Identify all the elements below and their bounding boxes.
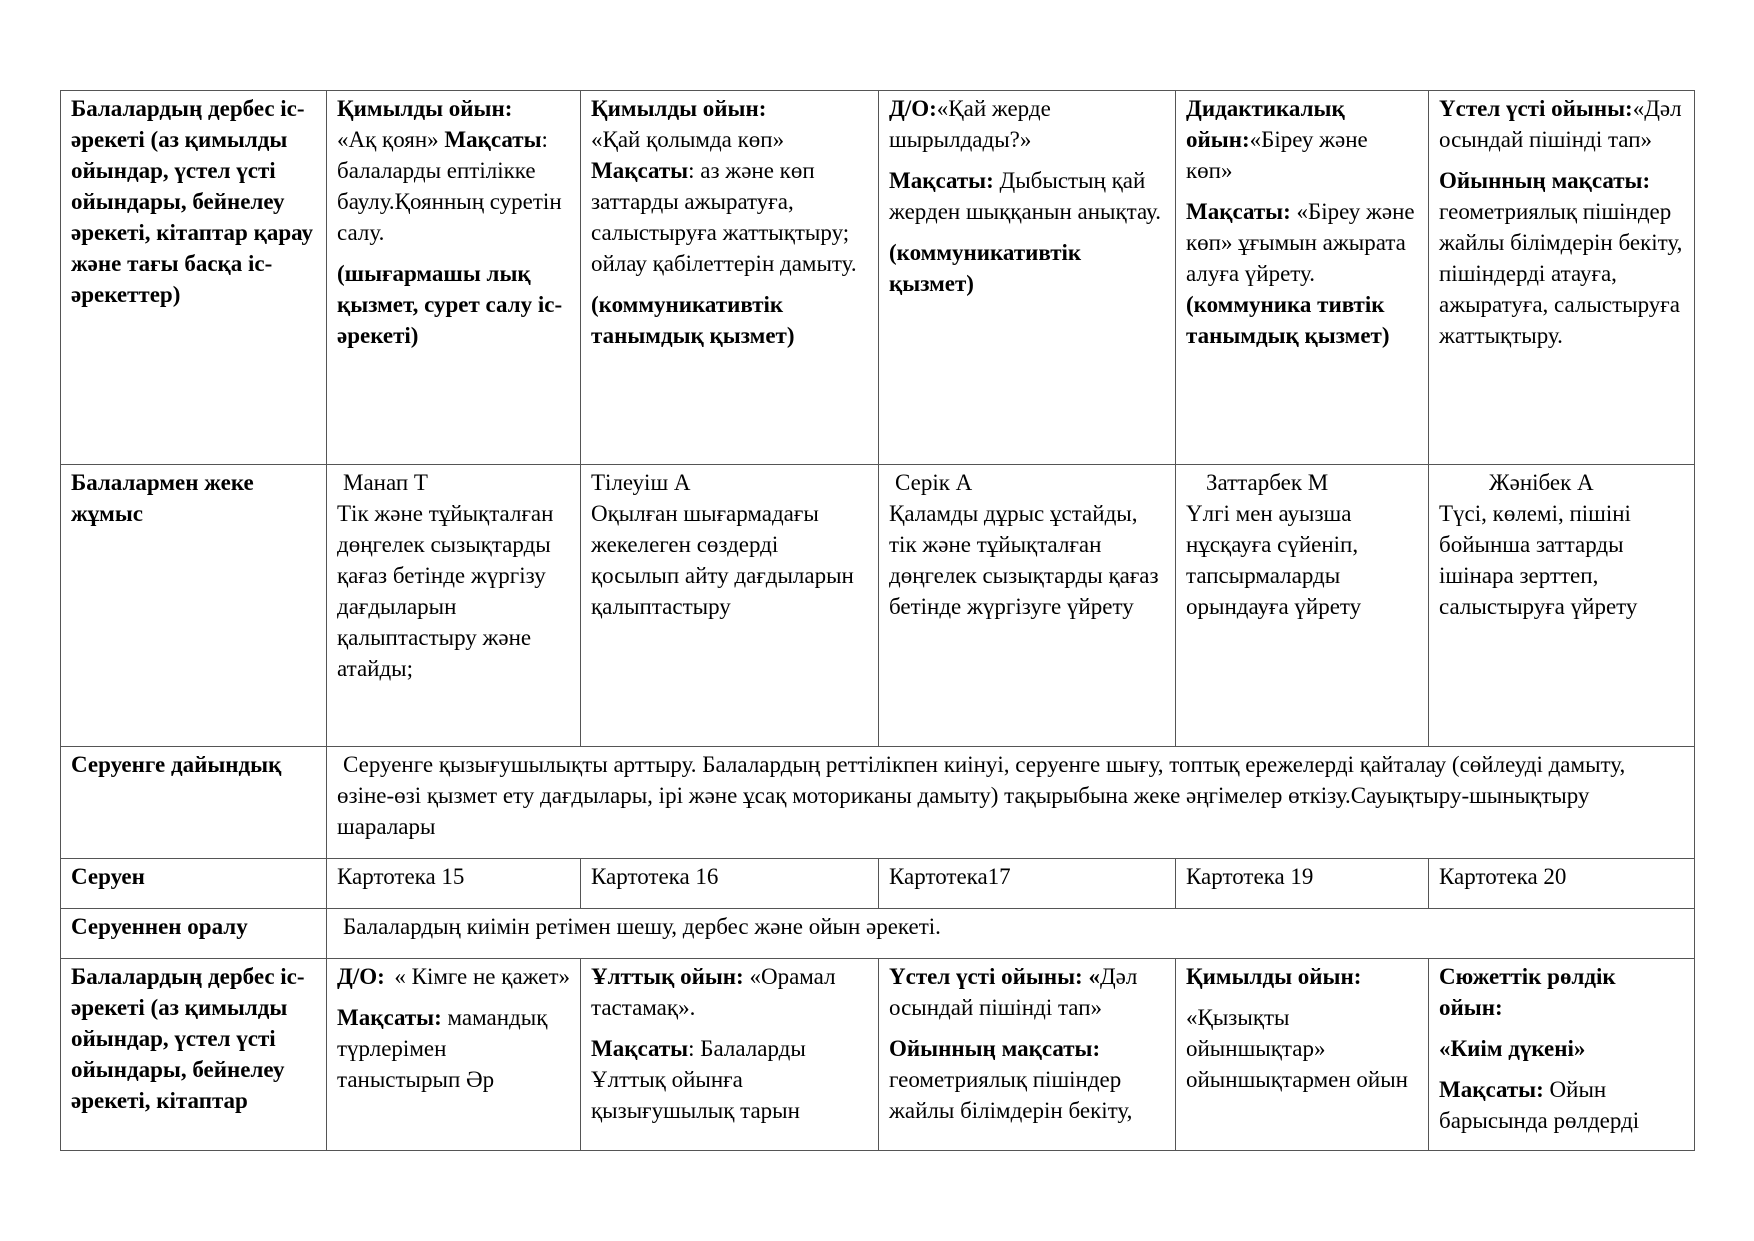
goal-label: Ойынның мақсаты:	[889, 1036, 1101, 1061]
goal-label: Мақсаты	[591, 158, 689, 183]
card-index-cell: Картотека17	[879, 859, 1176, 909]
goal-text: Дыбыстың қай жерден шыққанын анықтау.	[889, 168, 1161, 224]
table-row	[61, 959, 1695, 1151]
game-type: Сюжеттік рөлдік ойын:	[1439, 964, 1616, 1020]
child-name: Тілеуіш А	[591, 470, 691, 495]
card-index-cell: Картотека 20	[1429, 859, 1695, 909]
activity-cell	[1429, 91, 1695, 465]
return-text	[327, 909, 1695, 959]
game-type: Ұлттық ойын:	[591, 964, 744, 989]
row-header: Балалардың дербес іс-әрекеті (аз қимылды ойындар, үстел үсті ойындары, бейнелеу әрекеті, кітаптар	[61, 959, 327, 1151]
game-type: Үстел үсті ойыны:	[1439, 96, 1633, 121]
goal-text: геометриялық пішіндер жайлы білімдерін бекіту,	[889, 1067, 1133, 1123]
task-text: Оқылған шығармадағы жекелеген сөздерді қосылып айту дағдыларын қалыптастыру	[591, 501, 854, 619]
row-header: Серуеннен оралу	[61, 909, 327, 959]
daily-plan-table	[60, 90, 1695, 1151]
game-type: Үстел үсті ойыны: «	[889, 964, 1100, 989]
row-header: Балалардың дербес іс-әрекеті (аз қимылды ойындар, үстел үсті ойындары, бейнелеу әрекеті, кітаптар қарау және тағы басқа іс-әрекеттер)	[61, 91, 327, 465]
game-name: «Қай жерде шырылдады?»	[889, 96, 1051, 152]
goal-label: Мақсаты:	[1439, 1077, 1544, 1102]
goal-text: Ойын барысында рөлдерді	[1439, 1077, 1640, 1133]
game-type: Д/О:	[889, 96, 937, 121]
game-name: «Орамал тастамақ».	[591, 964, 836, 1020]
task-text: Түсі, көлемі, пішіні бойынша заттарды ішінара зерттеп, салыстыруға үйрету	[1439, 501, 1638, 619]
goal-text: «Біреу және көп» ұғымын ажырата алуға үйрету.	[1186, 199, 1415, 286]
child-name: Манап Т	[343, 470, 428, 495]
goal-text: : балаларды ептілікке баулу.Қоянның суретін салу.	[337, 127, 562, 245]
game-name: Дәл осындай пішінді тап»	[889, 964, 1138, 1020]
activity-cell	[581, 91, 879, 465]
goal-text: : Балаларды Ұлттық ойынға қызығушылық тарын	[591, 1036, 806, 1123]
row-header: Серуен	[61, 859, 327, 909]
card-index-cell: Картотека 15	[327, 859, 581, 909]
task-text: Қаламды дұрыс ұстайды, тік және тұйықталған дөңгелек сызықтарды қағаз бетінде жүргізуге үйрету	[889, 501, 1159, 619]
individual-work-cell	[1429, 465, 1695, 747]
activity-cell	[879, 959, 1176, 1151]
row-header: Балалармен жеке жұмыс	[61, 465, 327, 747]
game-name: «Дәл осындай пішінді тап»	[1439, 96, 1682, 152]
game-name: «Қай қолымда көп»	[591, 127, 785, 152]
activity-cell	[1176, 91, 1429, 465]
goal-label: Мақсаты:	[889, 168, 994, 193]
game-name: «Қызықты ойыншықтар» ойыншықтармен ойын	[1186, 1005, 1408, 1092]
goal-label: Мақсаты:	[337, 1005, 442, 1030]
activity-cell	[327, 91, 581, 465]
task-text: Үлгі мен ауызша нұсқауға сүйеніп, тапсырмаларды орындауға үйрету	[1186, 501, 1362, 619]
return-text-content: Балалардың киімін ретімен шешу, дербес және ойын әрекеті.	[343, 914, 941, 939]
goal-label: Мақсаты:	[1186, 199, 1291, 224]
individual-work-cell	[1176, 465, 1429, 747]
table-row	[61, 859, 1695, 909]
card-index-cell: Картотека 19	[1176, 859, 1429, 909]
activity-cell	[1429, 959, 1695, 1151]
activity-cell	[1176, 959, 1429, 1151]
activity-cell	[879, 91, 1176, 465]
table-row	[61, 909, 1695, 959]
game-type: Дидактикалық ойын:	[1186, 96, 1345, 152]
game-name: «Киім дүкені»	[1439, 1036, 1586, 1061]
game-type: Қимылды ойын:	[337, 96, 513, 121]
table-row	[61, 91, 1695, 465]
goal-text: мамандық түрлерімен таныстырып Әр	[337, 1005, 548, 1092]
individual-work-cell	[879, 465, 1176, 747]
goal-label: Ойынның мақсаты:	[1439, 168, 1651, 193]
goal-text: геометриялық пішіндер жайлы білімдерін бекіту, пішіндерді атауға, ажыратуға, салыстыруға жаттықтыру.	[1439, 199, 1683, 348]
child-name: Серік А	[895, 470, 973, 495]
game-type: Д/О:	[337, 964, 385, 989]
activity-type: (коммуникативтік танымдық қызмет)	[591, 292, 795, 348]
game-type: Қимылды ойын:	[591, 96, 767, 121]
goal-label: Мақсаты	[591, 1036, 689, 1061]
table-row	[61, 465, 1695, 747]
game-type: Қимылды ойын:	[1186, 964, 1362, 989]
task-text: Тік және тұйықталған дөңгелек сызықтарды қағаз бетінде жүргізу дағдыларын қалыптастыру және атайды;	[337, 501, 554, 681]
walk-prep-text	[327, 747, 1695, 859]
activity-type: (коммуникативтік қызмет)	[889, 240, 1082, 296]
individual-work-cell	[581, 465, 879, 747]
child-name: Заттарбек М	[1206, 470, 1329, 495]
activity-type: (шығармашы лық қызмет, сурет салу іс-әрекеті)	[337, 261, 563, 348]
walk-prep-text-content: Серуенге қызығушылықты арттыру. Балалардың реттілікпен киінуі, серуенге шығу, топтық ережелерді қайталау (сөйлеуді дамыту, өзіне-өзі қызмет ету дағдылары, ірі және ұсақ моториканы дамыту) тақырыбына жеке әңгімелер өткізу.Сауықтыру-шынықтыру шаралары	[337, 752, 1626, 839]
activity-cell	[581, 959, 879, 1151]
goal-text: : аз және көп заттарды ажыратуға, салыстыруға жаттықтыру; ойлау қабілеттерін дамыту.	[591, 158, 857, 276]
table-row	[61, 747, 1695, 859]
individual-work-cell	[327, 465, 581, 747]
activity-cell	[327, 959, 581, 1151]
goal-label: Мақсаты	[444, 127, 542, 152]
game-name: «Ақ қоян»	[337, 127, 439, 152]
game-name: «Біреу және көп»	[1186, 127, 1368, 183]
activity-type: (коммуника тивтік танымдық қызмет)	[1186, 292, 1390, 348]
game-name: « Кімге не қажет»	[394, 964, 570, 989]
child-name: Жәнібек А	[1489, 470, 1594, 495]
row-header: Серуенге дайындық	[61, 747, 327, 859]
card-index-cell: Картотека 16	[581, 859, 879, 909]
